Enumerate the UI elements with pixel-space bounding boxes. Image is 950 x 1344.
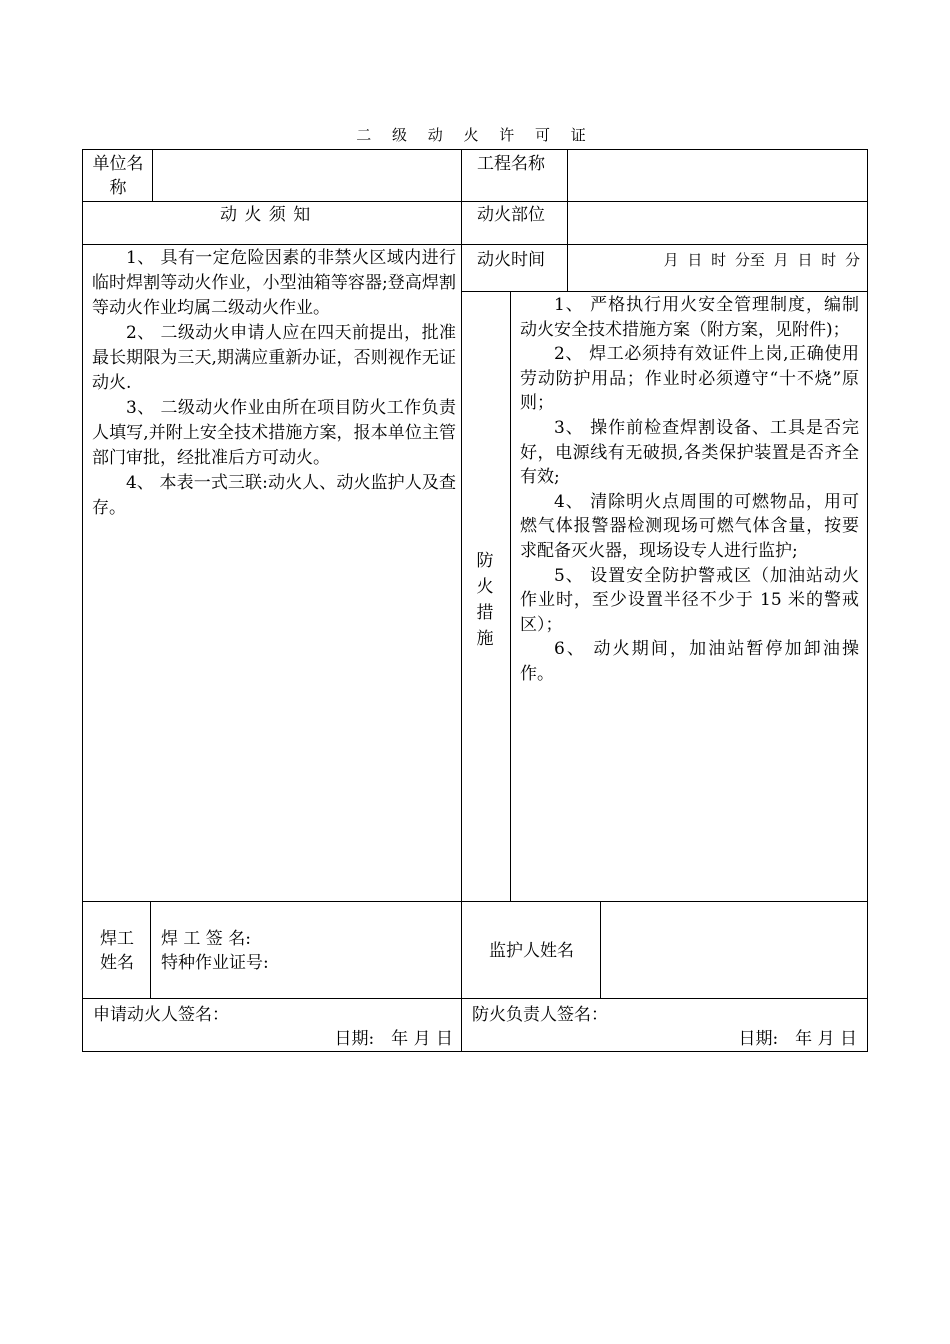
guardian-name-label: 监护人姓名	[489, 941, 574, 961]
notice-item: 1、 具有一定危险因素的非禁火区域内进行临时焊割等动火作业，小型油箱等容器;登高焊割等动火作业均属二级动火作业。	[92, 248, 456, 318]
welder-name-label: 焊工姓名	[100, 929, 134, 973]
document-title: 二 级 动 火 许 可 证	[356, 126, 594, 144]
notice-header: 动 火 须 知	[220, 205, 312, 225]
fire-officer-date[interactable]: 日期: 年 月 日	[738, 1029, 857, 1049]
welder-sign-label[interactable]: 焊 工 签 名:	[161, 929, 251, 949]
row-divider	[83, 998, 867, 999]
notice-list	[92, 246, 456, 521]
fire-time-field[interactable]: 月 日 时 分至 月 日 时 分	[663, 251, 860, 269]
measures-label: 防火措施	[476, 551, 494, 649]
row-divider	[83, 901, 867, 902]
measure-item: 6、 动火期间，加油站暂停加卸油操作。	[520, 639, 859, 684]
row-divider	[461, 291, 867, 292]
project-name-field[interactable]	[570, 152, 865, 198]
applicant-sign-label[interactable]: 申请动火人签名：	[93, 1005, 229, 1025]
fire-officer-sign-label[interactable]: 防火负责人签名：	[472, 1005, 608, 1025]
measure-item: 3、 操作前检查焊割设备、工具是否完好，电源线有无破损,各类保护装置是否齐全有效;	[520, 417, 859, 488]
notice-item: 3、 二级动火作业由所在项目防火工作负责人填写,并附上安全技术措施方案，报本单位主管部门审批，经批准后方可动火。	[92, 398, 456, 468]
unit-name-label: 单位名称	[92, 154, 144, 198]
notice-item: 4、 本表一式三联:动火人、动火监护人及查存。	[92, 473, 456, 518]
column-divider	[461, 150, 462, 1051]
notice-item: 2、 二级动火申请人应在四天前提出，批准最长期限为三天,期满应重新办证，否则视作无证动火.	[92, 323, 456, 393]
project-name-label: 工程名称	[477, 154, 545, 174]
permit-form	[82, 149, 868, 1052]
measure-item: 1、 严格执行用火安全管理制度，编制动火安全技术措施方案（附方案，见附件)；	[520, 295, 859, 340]
measures-list	[520, 293, 859, 687]
cert-number-label[interactable]: 特种作业证号:	[161, 953, 269, 973]
column-divider	[510, 291, 511, 901]
column-divider	[600, 901, 601, 998]
column-divider	[152, 150, 153, 201]
fire-location-field[interactable]	[570, 203, 865, 241]
guardian-name-field[interactable]	[603, 903, 865, 996]
unit-name-field[interactable]	[155, 152, 457, 198]
measure-item: 2、 焊工必须持有效证件上岗,正确使用劳动防护用品；作业时必须遵守“十不烧”原则；	[520, 344, 859, 414]
measure-item: 5、 设置安全防护警戒区（加油站动火作业时，至少设置半径不少于 15 米的警戒区）；	[520, 565, 859, 635]
column-divider	[150, 901, 151, 998]
row-divider	[83, 201, 867, 202]
row-divider	[83, 244, 867, 245]
applicant-date[interactable]: 日期: 年 月 日	[334, 1029, 453, 1049]
fire-time-label: 动火时间	[477, 250, 545, 270]
fire-location-label: 动火部位	[477, 205, 545, 225]
measure-item: 4、 清除明火点周围的可燃物品，用可燃气体报警器检测现场可燃气体含量，按要求配备灭火器，现场设专人进行监护;	[520, 491, 859, 561]
column-divider	[567, 150, 568, 291]
